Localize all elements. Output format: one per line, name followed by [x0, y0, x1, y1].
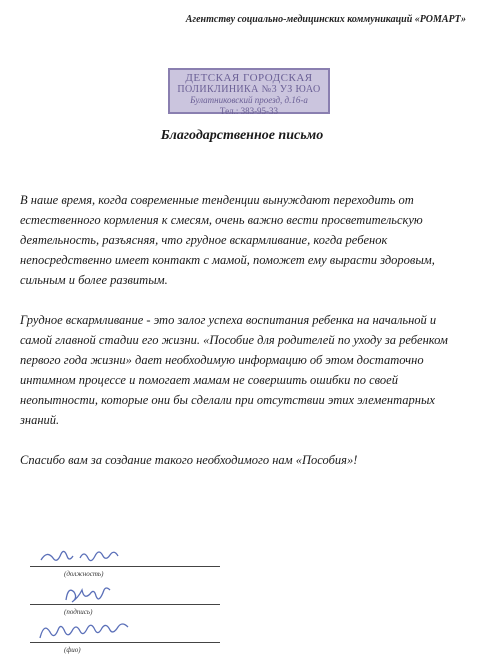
name-caption: (фио) — [64, 646, 81, 654]
name-row — [30, 616, 220, 654]
stamp-line-4: Тел.: 383-95-33 — [219, 106, 279, 116]
signature-line — [30, 604, 220, 605]
paragraph-3: Спасибо вам за создание такого необходимого нам «Пособия»! — [20, 453, 358, 467]
name-line — [30, 642, 220, 643]
stamp-line-2: ПОЛИКЛИНИКА №3 УЗ ЮАО — [177, 84, 321, 95]
letter-body — [20, 190, 468, 490]
clinic-stamp — [168, 68, 330, 114]
position-row — [30, 540, 220, 578]
position-caption: (должность) — [64, 570, 104, 578]
letter-title: Благодарственное письмо — [160, 128, 324, 143]
signature-block — [30, 540, 220, 654]
stamp-line-3: Булатниковский проезд, д.16-а — [190, 95, 308, 105]
signature-row — [30, 578, 220, 616]
position-line — [30, 566, 220, 567]
stamp-line-1: ДЕТСКАЯ ГОРОДСКАЯ — [185, 72, 313, 84]
paragraph-2: Грудное вскармливание - это залог успеха воспитания ребенка на начальной и самой главной стадии его жизни. «Пособие для родителей по уходу за ребенком первого года жизни» дает необходимую информацию об этом достаточно интимном процессе и помогает мамам не совершить ошибки по своей неопытности, которые они бы сделали при отсутствии этих элементарных знаний. — [20, 313, 448, 427]
signature-caption: (подпись) — [64, 608, 93, 616]
handwritten-position — [36, 540, 156, 568]
addressee-line: Агентству социально-медицинских коммуникаций «РОМАРТ» — [185, 14, 466, 25]
paragraph-1: В наше время, когда современные тенденции вынуждают переходить от естественного кормления к смесям, очень важно вести просветительскую деятельность, разъясняя, что грудное вскармливание, когда ребенок непосредственно имеет контакт с мамой, поможет ему вырасти здоровым, сильным и более развитым. — [20, 193, 435, 287]
